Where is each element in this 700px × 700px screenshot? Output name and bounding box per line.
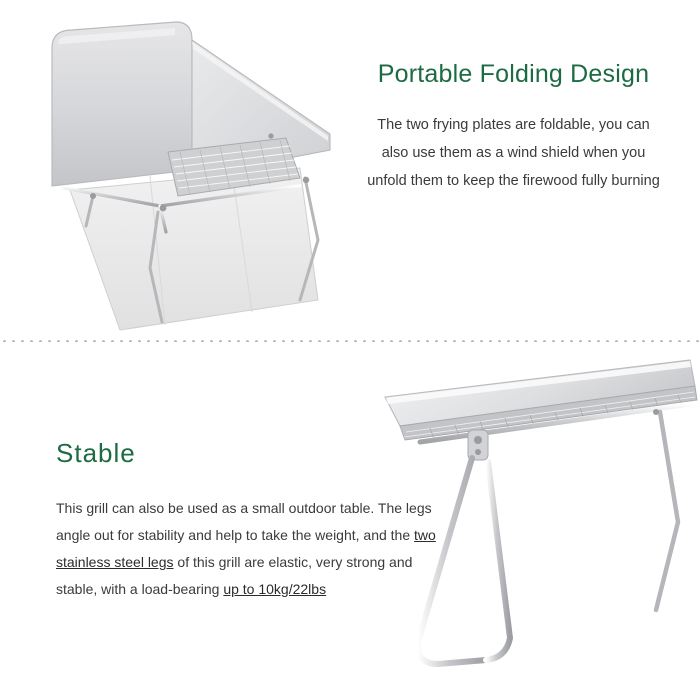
stainless-steel-leg-rear <box>656 412 678 610</box>
folding-grill-illustration <box>0 0 345 340</box>
section-heading-portable: Portable Folding Design <box>377 60 650 88</box>
section-portable-folding-design <box>0 0 700 340</box>
section-heading-stable: Stable <box>56 438 136 468</box>
top-text-block <box>345 0 700 340</box>
stable-body-part1: This grill can also be used as a small outdoor table. The legs angle out for stability and help to take the weight, and the <box>56 500 432 543</box>
leg-bolts <box>653 409 659 415</box>
stable-body-part2: of this grill are elastic, very strong and stable, with a load-bearing <box>56 554 413 597</box>
stainless-steel-leg-front <box>418 458 510 664</box>
grill-legs-illustration <box>360 342 700 700</box>
section-body-portable: The two frying plates are foldable, you can also use them as a wind shield when you unfold them to keep the firewood fully burning <box>367 117 660 189</box>
grill-legs-photo <box>360 342 700 700</box>
folding-grill-photo <box>0 0 345 340</box>
section-stable <box>0 342 700 700</box>
stable-body-link1: two stainless steel legs <box>56 527 436 570</box>
stable-body-link2: up to 10kg/22lbs <box>223 581 327 597</box>
